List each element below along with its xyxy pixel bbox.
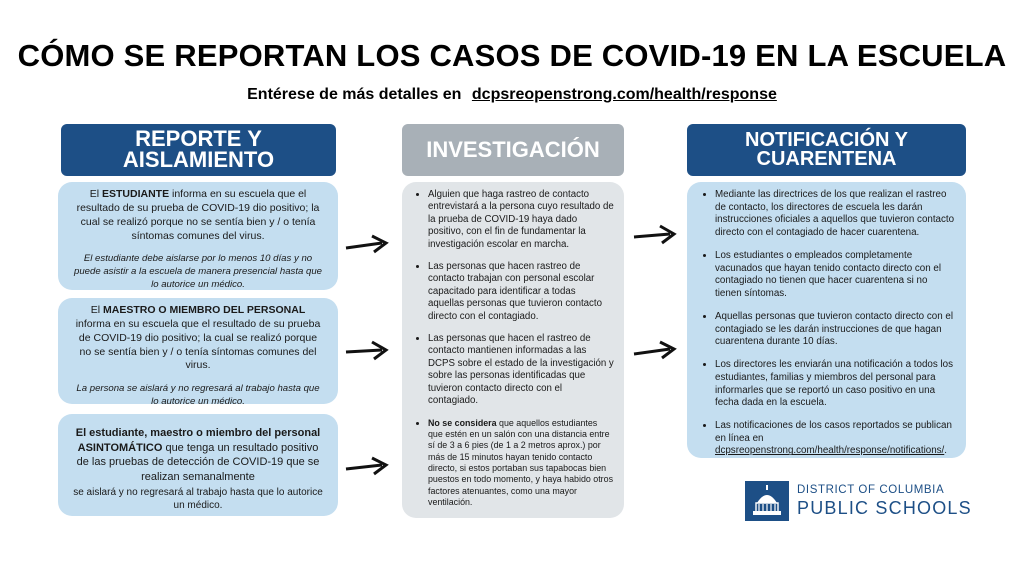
box-asintomatico-text — [72, 426, 324, 484]
box1-pre: El — [89, 188, 102, 200]
box-asintomatico — [58, 414, 338, 516]
arrow-right-icon — [344, 234, 392, 256]
header-notificacion-line1: NOTIFICACIÓN Y — [745, 129, 908, 151]
list-item — [428, 418, 614, 509]
arrow-right-icon — [632, 224, 680, 246]
box-notificacion — [687, 182, 966, 458]
list-item: • Alguien que haga rastreo de contacto entrevistará a la persona cuyo resultado de la prueba de COVID-19 haya dado positivo, con el fin de fundamentar la investigación escolar en marcha. — [428, 189, 614, 251]
header-investigacion-label: INVESTIGACIÓN — [426, 136, 600, 162]
box-estudiante — [58, 182, 338, 290]
header-reporte-line2: AISLAMIENTO — [122, 147, 275, 172]
investigacion-list — [414, 189, 614, 509]
header-notificacion — [687, 124, 966, 176]
box-estudiante-note: El estudiante debe aislarse por lo menos 10 días y no puede asistir a la escuela de manera presencial hasta que lo autorice un médico. — [74, 253, 322, 290]
arrow-right-icon — [344, 340, 392, 362]
box1-bold: ESTUDIANTE — [102, 188, 170, 200]
list-item: • Aquellas personas que tuvieron contacto directo con el contagiado se les darán instrucciones de que hagan cuarentena durante 10 días. — [715, 311, 956, 349]
list-item-end: . — [944, 445, 948, 457]
box1-post: informa en su escuela que el resultado de su prueba de COVID-19 dio positivo; la cual se realizó porque no se sentía bien y / o tenía síntomas comunes del virus. — [76, 188, 320, 242]
list-item: • Mediante las directrices de los que realizan el rastreo de contacto, los directores de escuela les darán instrucciones oficiales a aquellos que tuvieron contacto directo con el contagiado de hacer cuarentena. — [715, 189, 956, 240]
box-estudiante-text — [72, 188, 324, 243]
box3-bold: El estudiante, maestro o miembro del personal ASINTOMÁTICO — [75, 427, 321, 454]
list-item: • Los estudiantes o empleados completamente vacunados que hayan tenido contacto directo con el contagiado no tienen que hacer cuarentena si no tienen síntomas. — [715, 250, 956, 301]
header-reporte — [61, 124, 336, 176]
logo-line2: PUBLIC SCHOOLS — [797, 498, 972, 518]
box2-bold: MAESTRO O MIEMBRO DEL PERSONAL — [103, 304, 306, 316]
notificacion-list — [701, 189, 956, 458]
box-asintomatico-tail: se aislará y no regresará al trabajo hasta que lo autorice un médico. — [73, 487, 323, 512]
box-investigacion — [402, 182, 624, 518]
dcps-logo — [745, 481, 975, 521]
arrow-right-icon — [344, 456, 392, 478]
list-item-rest: que aquellos estudiantes que estén en un salón con una distancia entre sí de 3 a 6 pies (de 1 a 2 metros aprox.) por más de 15 minutos hayan tenido contacto directo, si estos portaban sus tapabocas bien puestos en todo momento, y haya habido otros factores atenuantes, como una mayor ventilación. — [428, 417, 614, 508]
details-link[interactable]: dcpsreopenstrong.com/health/response — [471, 86, 777, 103]
header-reporte-line1: REPORTE Y — [135, 126, 262, 152]
header-notificacion-line2: CUARENTENA — [756, 148, 897, 170]
notifications-link[interactable]: dcpsreopenstrong.com/health/response/notifications/ — [715, 445, 945, 457]
subtitle-prefix: Entérese de más detalles en — [247, 86, 462, 103]
list-item-text: Las notificaciones de los casos reportados se publican en línea en — [715, 420, 952, 444]
list-item: • Las personas que hacen rastreo de contacto trabajan con personal escolar capacitado para identificar a todas aquellas personas que tuvieron contacto directo con el contagiado. — [428, 261, 614, 323]
list-item-bold: No se considera — [428, 417, 497, 428]
box2-post: informa en su escuela que el resultado de su prueba de COVID-19 dio positivo; la cual se realizó porque no se sentía bien y / o tenía síntomas comunes del virus. — [75, 317, 321, 372]
box3-post: que tenga un resultado positivo de las pruebas de detección de COVID-19 que se realizan semanalmente — [76, 441, 320, 483]
capitol-dome-icon — [745, 481, 789, 521]
header-investigacion — [402, 124, 624, 176]
list-item: • Las personas que hacen el rastreo de contacto mantienen informadas a las DCPS sobre el estado de la investigación y sobre las personas identificadas que tuvieron contacto directo con el contagiado. — [428, 333, 614, 407]
box-maestro — [58, 298, 338, 407]
logo-line1: DISTRICT OF COLUMBIA — [797, 484, 945, 496]
subtitle — [0, 86, 1024, 104]
box-maestro-text — [72, 304, 324, 373]
page-title: CÓMO SE REPORTAN LOS CASOS DE COVID-19 EN LA ESCUELA — [17, 38, 1007, 73]
box2-pre: El — [90, 304, 104, 316]
list-item: • Los directores les enviarán una notificación a todos los estudiantes, familias y miembros del personal para informarles que se reportó un caso positivo en una fecha dada en la escuela. — [715, 359, 956, 410]
box-maestro-note: La persona se aislará y no regresará al trabajo hasta que lo autorice un médico. — [76, 383, 320, 407]
arrow-right-icon — [632, 340, 680, 362]
list-item — [715, 420, 956, 458]
